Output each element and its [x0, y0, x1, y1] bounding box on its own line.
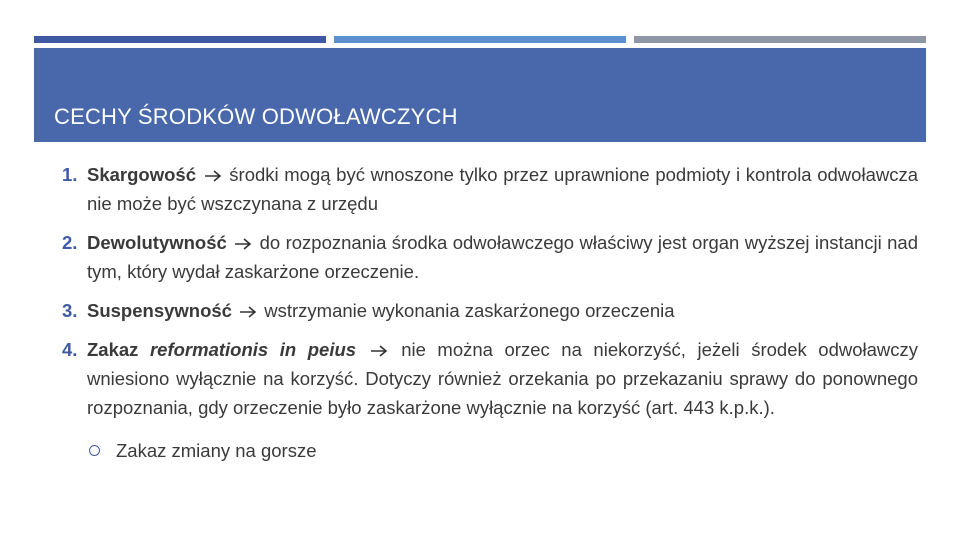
item-term: Dewolutywność: [87, 232, 227, 253]
title-banner: [34, 48, 926, 142]
item-body: [87, 160, 918, 218]
item-text: wstrzymanie wykonania zaskarżonego orzeczenia: [264, 300, 675, 321]
slide-content: [62, 160, 918, 465]
item-body: [87, 335, 918, 422]
item-number: 2.: [62, 232, 78, 253]
right-arrow-icon: [239, 306, 257, 318]
slide-title: CECHY ŚRODKÓW ODWOŁAWCZYCH: [54, 104, 458, 129]
item-text: nie można orzec na niekorzyść, jeżeli środek odwoławczy wniesiono wyłącznie na korzyść. Dotyczy również orzekania po przekazaniu sprawy do ponownego rozpoznania, gdy orzeczenie było zaskarżone wyłącznie na korzyść (art. 443 k.p.k.).: [87, 339, 919, 418]
item-term: Skargowość: [87, 164, 196, 185]
accent-bar-light: [334, 36, 626, 43]
list-item: [62, 160, 918, 218]
sub-bullet-text: Zakaz zmiany na gorsze: [116, 440, 317, 461]
item-text: do rozpoznania środka odwoławczego właściwy jest organ wyższej instancji nad tym, który wydał zaskarżone orzeczenie.: [87, 232, 919, 282]
item-number: 3.: [62, 300, 78, 321]
item-term-prefix: Zakaz: [87, 339, 139, 360]
accent-bar-dark: [34, 36, 326, 43]
item-term-latin: reformationis in peius: [149, 339, 357, 360]
item-text: środki mogą być wnoszone tylko przez uprawnione podmioty i kontrola odwoławcza nie może być wszczynana z urzędu: [87, 164, 919, 214]
sub-bullet: [62, 436, 918, 465]
item-body: [87, 228, 918, 286]
item-number: 4.: [62, 339, 78, 360]
item-term: [87, 339, 356, 360]
accent-bar-gray: [634, 36, 926, 43]
list-item: [62, 296, 918, 325]
item-term: Suspensywność: [87, 300, 232, 321]
list-item: [62, 335, 918, 422]
circle-bullet-icon: [89, 445, 100, 456]
item-number: 1.: [62, 164, 78, 185]
right-arrow-icon: [204, 170, 222, 182]
list-item: [62, 228, 918, 286]
right-arrow-icon: [234, 238, 252, 250]
item-body: [87, 296, 918, 325]
right-arrow-icon: [370, 345, 388, 357]
